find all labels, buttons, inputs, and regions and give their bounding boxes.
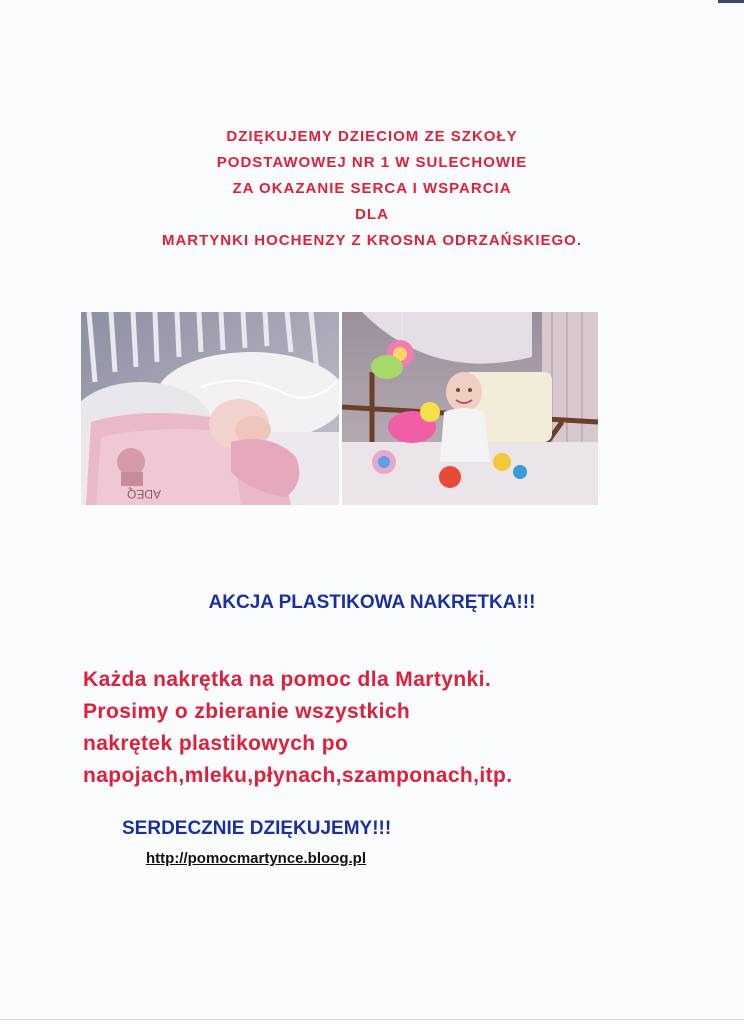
scan-corner-mark	[718, 0, 744, 3]
thanks-line-3: ZA OKAZANIE SERCA I WSPARCIA	[232, 180, 512, 197]
appeal-line-1: Każda nakrętka na pomoc dla Martynki.	[83, 668, 492, 691]
photo-baby-sleeping	[81, 312, 339, 505]
scan-bottom-edge	[0, 1019, 744, 1020]
blanket-lettering: ADEQ	[126, 487, 161, 501]
thanks-line-2: PODSTAWOWEJ NR 1 W SULECHOWIE	[216, 154, 528, 171]
appeal-line-3: nakrętek plastikowych po	[83, 732, 349, 755]
appeal-line-4: napojach,mleku,płynach,szamponach,itp.	[83, 764, 513, 787]
thanks-line-5: MARTYNKI HOCHENZY Z KROSNA ODRZAŃSKIEGO.	[161, 232, 582, 249]
appeal-line-2: Prosimy o zbieranie wszystkich	[83, 700, 411, 723]
thanks-line-4: DLA	[355, 206, 389, 223]
thank-you-heading	[60, 124, 684, 254]
thanks-line-1: DZIĘKUJEMY DZIECIOM ZE SZKOŁY	[226, 128, 518, 145]
photo-strip	[81, 312, 598, 505]
website-link[interactable]: http://pomocmartynce.bloog.pl	[146, 850, 366, 867]
appeal-text	[83, 664, 703, 792]
photo-baby-smiling	[342, 312, 598, 505]
campaign-title: AKCJA PLASTIKOWA NAKRĘTKA!!!	[208, 592, 536, 613]
closing-thanks: SERDECZNIE DZIĘKUJEMY!!!	[122, 818, 392, 839]
